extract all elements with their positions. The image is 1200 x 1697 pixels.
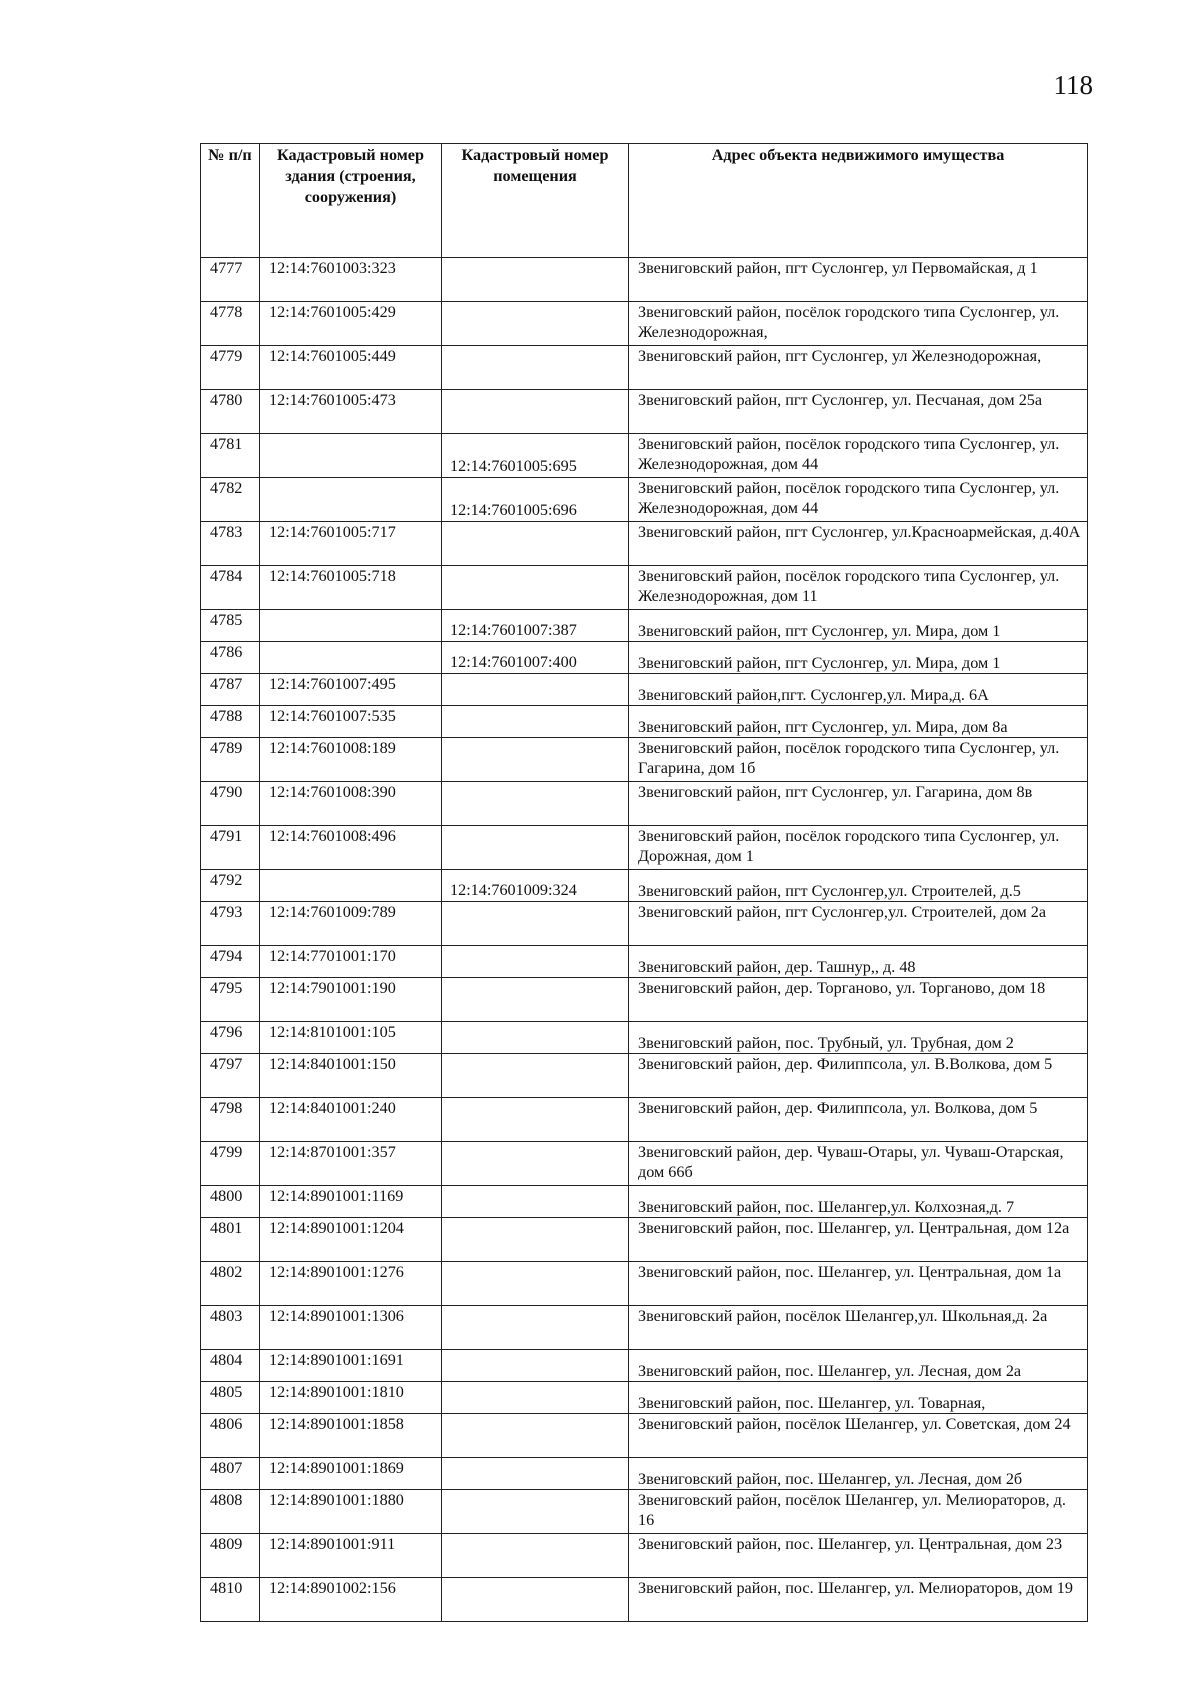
table-row xyxy=(201,610,1088,642)
cell-building-cadastral: 12:14:8901001:1810 xyxy=(260,1382,442,1414)
cell-number: 4788 xyxy=(201,706,260,738)
cell-address: Звениговский район, пос. Шелангер, ул. Центральная, дом 12а xyxy=(629,1218,1088,1262)
table-row xyxy=(201,390,1088,434)
cell-building-cadastral: 12:14:8101001:105 xyxy=(260,1022,442,1054)
cell-premises-cadastral xyxy=(442,1414,629,1458)
cell-premises-cadastral xyxy=(442,978,629,1022)
cell-building-cadastral: 12:14:7601005:449 xyxy=(260,346,442,390)
table-row xyxy=(201,1218,1088,1262)
cell-premises-cadastral xyxy=(442,346,629,390)
cell-building-cadastral xyxy=(260,478,442,522)
cell-number: 4784 xyxy=(201,566,260,610)
table-row xyxy=(201,1306,1088,1350)
table-row xyxy=(201,478,1088,522)
cell-number: 4808 xyxy=(201,1490,260,1534)
cell-address: Звениговский район, посёлок Шелангер,ул. Школьная,д. 2а xyxy=(629,1306,1088,1350)
cell-building-cadastral: 12:14:7901001:190 xyxy=(260,978,442,1022)
cell-building-cadastral: 12:14:7601005:473 xyxy=(260,390,442,434)
cell-number: 4791 xyxy=(201,826,260,870)
cell-address: Звениговский район, пос. Шелангер, ул. Центральная, дом 23 xyxy=(629,1534,1088,1578)
cell-number: 4779 xyxy=(201,346,260,390)
cell-building-cadastral: 12:14:8401001:240 xyxy=(260,1098,442,1142)
cell-number: 4797 xyxy=(201,1054,260,1098)
cell-building-cadastral: 12:14:7601005:429 xyxy=(260,302,442,346)
table-row xyxy=(201,1054,1088,1098)
table-row xyxy=(201,782,1088,826)
cell-number: 4799 xyxy=(201,1142,260,1186)
cell-premises-cadastral: 12:14:7601005:695 xyxy=(442,434,629,478)
cell-address: Звениговский район, пгт Суслонгер, ул. Мира, дом 1 xyxy=(629,642,1088,674)
table-row xyxy=(201,1382,1088,1414)
column-header-premises-cadastral: Кадастровый номер помещения xyxy=(442,144,629,258)
cell-address: Звениговский район, посёлок городского типа Суслонгер, ул. Дорожная, дом 1 xyxy=(629,826,1088,870)
cell-premises-cadastral xyxy=(442,674,629,706)
cell-address: Звениговский район, посёлок Шелангер, ул. Мелиораторов, д. 16 xyxy=(629,1490,1088,1534)
cell-address: Звениговский район, пос. Шелангер, ул. Лесная, дом 2а xyxy=(629,1350,1088,1382)
table-row xyxy=(201,642,1088,674)
table-row xyxy=(201,978,1088,1022)
cell-number: 4806 xyxy=(201,1414,260,1458)
cell-premises-cadastral xyxy=(442,1382,629,1414)
cell-address: Звениговский район, пгт Суслонгер, ул. Гагарина, дом 8в xyxy=(629,782,1088,826)
cell-address: Звениговский район, дер. Чуваш-Отары, ул. Чуваш-Отарская, дом 66б xyxy=(629,1142,1088,1186)
cell-address: Звениговский район, посёлок городского типа Суслонгер, ул. Железнодорожная, дом 44 xyxy=(629,478,1088,522)
cell-address: Звениговский район, посёлок Шелангер, ул. Советская, дом 24 xyxy=(629,1414,1088,1458)
cell-building-cadastral: 12:14:7601003:323 xyxy=(260,258,442,302)
cell-address: Звениговский район, дер. Ташнур,, д. 48 xyxy=(629,946,1088,978)
cell-address: Звениговский район, пгт Суслонгер, ул Железнодорожная, xyxy=(629,346,1088,390)
cell-address: Звениговский район, дер. Торганово, ул. Торганово, дом 18 xyxy=(629,978,1088,1022)
table-row xyxy=(201,522,1088,566)
cell-building-cadastral: 12:14:7601008:189 xyxy=(260,738,442,782)
cell-premises-cadastral xyxy=(442,258,629,302)
cell-premises-cadastral xyxy=(442,902,629,946)
cell-number: 4777 xyxy=(201,258,260,302)
cell-building-cadastral: 12:14:8901001:1858 xyxy=(260,1414,442,1458)
cell-address: Звениговский район,пгт. Суслонгер,ул. Мира,д. 6А xyxy=(629,674,1088,706)
table-row xyxy=(201,566,1088,610)
table-row xyxy=(201,1186,1088,1218)
cell-premises-cadastral xyxy=(442,522,629,566)
cell-address: Звениговский район, пос. Шелангер, ул. Лесная, дом 2б xyxy=(629,1458,1088,1490)
cell-premises-cadastral xyxy=(442,782,629,826)
cell-premises-cadastral xyxy=(442,826,629,870)
cell-premises-cadastral xyxy=(442,1306,629,1350)
cell-address: Звениговский район, дер. Филиппсола, ул. Волкова, дом 5 xyxy=(629,1098,1088,1142)
cell-premises-cadastral xyxy=(442,566,629,610)
cell-premises-cadastral xyxy=(442,706,629,738)
cell-building-cadastral xyxy=(260,434,442,478)
cell-building-cadastral: 12:14:7601007:495 xyxy=(260,674,442,706)
cell-premises-cadastral xyxy=(442,1218,629,1262)
table-header-row xyxy=(201,144,1088,258)
table-row xyxy=(201,674,1088,706)
cell-address: Звениговский район, посёлок городского типа Суслонгер, ул. Железнодорожная, дом 44 xyxy=(629,434,1088,478)
cell-number: 4800 xyxy=(201,1186,260,1218)
column-header-address: Адрес объекта недвижимого имущества xyxy=(629,144,1088,258)
table-row xyxy=(201,346,1088,390)
cell-premises-cadastral xyxy=(442,1054,629,1098)
cell-address: Звениговский район, пос. Шелангер, ул. Мелиораторов, дом 19 xyxy=(629,1578,1088,1622)
cell-number: 4809 xyxy=(201,1534,260,1578)
cell-number: 4798 xyxy=(201,1098,260,1142)
table-row xyxy=(201,826,1088,870)
cell-building-cadastral: 12:14:7601008:390 xyxy=(260,782,442,826)
cell-number: 4785 xyxy=(201,610,260,642)
cell-premises-cadastral: 12:14:7601005:696 xyxy=(442,478,629,522)
cell-building-cadastral: 12:14:8901001:911 xyxy=(260,1534,442,1578)
property-registry-table xyxy=(200,143,1088,1622)
cell-premises-cadastral xyxy=(442,1490,629,1534)
cell-building-cadastral: 12:14:8901002:156 xyxy=(260,1578,442,1622)
cell-number: 4796 xyxy=(201,1022,260,1054)
cell-address: Звениговский район, пос. Шелангер,ул. Колхозная,д. 7 xyxy=(629,1186,1088,1218)
table-row xyxy=(201,302,1088,346)
cell-address: Звениговский район, посёлок городского типа Суслонгер, ул. Железнодорожная, дом 11 xyxy=(629,566,1088,610)
cell-number: 4782 xyxy=(201,478,260,522)
cell-number: 4793 xyxy=(201,902,260,946)
cell-premises-cadastral: 12:14:7601007:387 xyxy=(442,610,629,642)
cell-number: 4810 xyxy=(201,1578,260,1622)
cell-building-cadastral: 12:14:7601005:717 xyxy=(260,522,442,566)
cell-building-cadastral: 12:14:7601008:496 xyxy=(260,826,442,870)
table-row xyxy=(201,1490,1088,1534)
cell-building-cadastral: 12:14:7701001:170 xyxy=(260,946,442,978)
cell-address: Звениговский район, пгт Суслонгер, ул.Красноармейская, д.40А xyxy=(629,522,1088,566)
cell-number: 4787 xyxy=(201,674,260,706)
table-row xyxy=(201,1142,1088,1186)
column-header-number: № п/п xyxy=(201,144,260,258)
cell-premises-cadastral xyxy=(442,1350,629,1382)
cell-building-cadastral xyxy=(260,642,442,674)
cell-address: Звениговский район, пгт Суслонгер,ул. Строителей, д.5 xyxy=(629,870,1088,902)
page-number: 118 xyxy=(1053,70,1093,100)
cell-building-cadastral: 12:14:7601007:535 xyxy=(260,706,442,738)
cell-number: 4794 xyxy=(201,946,260,978)
table-row xyxy=(201,1534,1088,1578)
cell-premises-cadastral xyxy=(442,1142,629,1186)
cell-address: Звениговский район, посёлок городского типа Суслонгер, ул. Гагарина, дом 1б xyxy=(629,738,1088,782)
cell-building-cadastral: 12:14:7601005:718 xyxy=(260,566,442,610)
cell-premises-cadastral xyxy=(442,946,629,978)
cell-premises-cadastral xyxy=(442,1098,629,1142)
cell-number: 4801 xyxy=(201,1218,260,1262)
cell-number: 4803 xyxy=(201,1306,260,1350)
cell-number: 4781 xyxy=(201,434,260,478)
cell-address: Звениговский район, пос. Шелангер, ул. Товарная, xyxy=(629,1382,1088,1414)
table-row xyxy=(201,738,1088,782)
table-row xyxy=(201,258,1088,302)
cell-building-cadastral: 12:14:8901001:1691 xyxy=(260,1350,442,1382)
cell-building-cadastral xyxy=(260,870,442,902)
cell-address: Звениговский район, пос. Трубный, ул. Трубная, дом 2 xyxy=(629,1022,1088,1054)
cell-building-cadastral: 12:14:8901001:1276 xyxy=(260,1262,442,1306)
cell-number: 4795 xyxy=(201,978,260,1022)
cell-address: Звениговский район, пгт Суслонгер, ул Первомайская, д 1 xyxy=(629,258,1088,302)
cell-number: 4802 xyxy=(201,1262,260,1306)
cell-building-cadastral: 12:14:8901001:1204 xyxy=(260,1218,442,1262)
table-row xyxy=(201,1098,1088,1142)
cell-number: 4804 xyxy=(201,1350,260,1382)
cell-address: Звениговский район, пгт Суслонгер, ул. Мира, дом 8а xyxy=(629,706,1088,738)
table-row xyxy=(201,434,1088,478)
cell-premises-cadastral xyxy=(442,390,629,434)
cell-premises-cadastral xyxy=(442,1186,629,1218)
table-body xyxy=(201,258,1088,1622)
cell-address: Звениговский район, дер. Филиппсола, ул. В.Волкова, дом 5 xyxy=(629,1054,1088,1098)
cell-premises-cadastral: 12:14:7601007:400 xyxy=(442,642,629,674)
cell-number: 4778 xyxy=(201,302,260,346)
cell-number: 4780 xyxy=(201,390,260,434)
cell-building-cadastral: 12:14:8401001:150 xyxy=(260,1054,442,1098)
table-row xyxy=(201,1350,1088,1382)
cell-building-cadastral: 12:14:8901001:1306 xyxy=(260,1306,442,1350)
cell-building-cadastral: 12:14:8901001:1880 xyxy=(260,1490,442,1534)
cell-premises-cadastral: 12:14:7601009:324 xyxy=(442,870,629,902)
cell-address: Звениговский район, пос. Шелангер, ул. Центральная, дом 1а xyxy=(629,1262,1088,1306)
cell-premises-cadastral xyxy=(442,1534,629,1578)
table-row xyxy=(201,1578,1088,1622)
cell-number: 4783 xyxy=(201,522,260,566)
cell-number: 4790 xyxy=(201,782,260,826)
table-row xyxy=(201,706,1088,738)
cell-premises-cadastral xyxy=(442,1578,629,1622)
cell-address: Звениговский район, пгт Суслонгер, ул. Мира, дом 1 xyxy=(629,610,1088,642)
cell-premises-cadastral xyxy=(442,738,629,782)
cell-premises-cadastral xyxy=(442,1458,629,1490)
cell-address: Звениговский район, посёлок городского типа Суслонгер, ул. Железнодорожная, xyxy=(629,302,1088,346)
table-row xyxy=(201,1458,1088,1490)
cell-building-cadastral: 12:14:8901001:1869 xyxy=(260,1458,442,1490)
table-row xyxy=(201,946,1088,978)
table-row xyxy=(201,1022,1088,1054)
cell-building-cadastral: 12:14:8701001:357 xyxy=(260,1142,442,1186)
cell-address: Звениговский район, пгт Суслонгер, ул. Песчаная, дом 25а xyxy=(629,390,1088,434)
cell-premises-cadastral xyxy=(442,302,629,346)
cell-building-cadastral xyxy=(260,610,442,642)
table-row xyxy=(201,870,1088,902)
table-row xyxy=(201,1414,1088,1458)
cell-building-cadastral: 12:14:7601009:789 xyxy=(260,902,442,946)
cell-number: 4792 xyxy=(201,870,260,902)
cell-number: 4789 xyxy=(201,738,260,782)
table-row xyxy=(201,1262,1088,1306)
cell-building-cadastral: 12:14:8901001:1169 xyxy=(260,1186,442,1218)
cell-number: 4807 xyxy=(201,1458,260,1490)
cell-number: 4805 xyxy=(201,1382,260,1414)
cell-premises-cadastral xyxy=(442,1022,629,1054)
table-row xyxy=(201,902,1088,946)
cell-premises-cadastral xyxy=(442,1262,629,1306)
column-header-building-cadastral: Кадастровый номер здания (строения, сооружения) xyxy=(260,144,442,258)
cell-number: 4786 xyxy=(201,642,260,674)
cell-address: Звениговский район, пгт Суслонгер,ул. Строителей, дом 2а xyxy=(629,902,1088,946)
